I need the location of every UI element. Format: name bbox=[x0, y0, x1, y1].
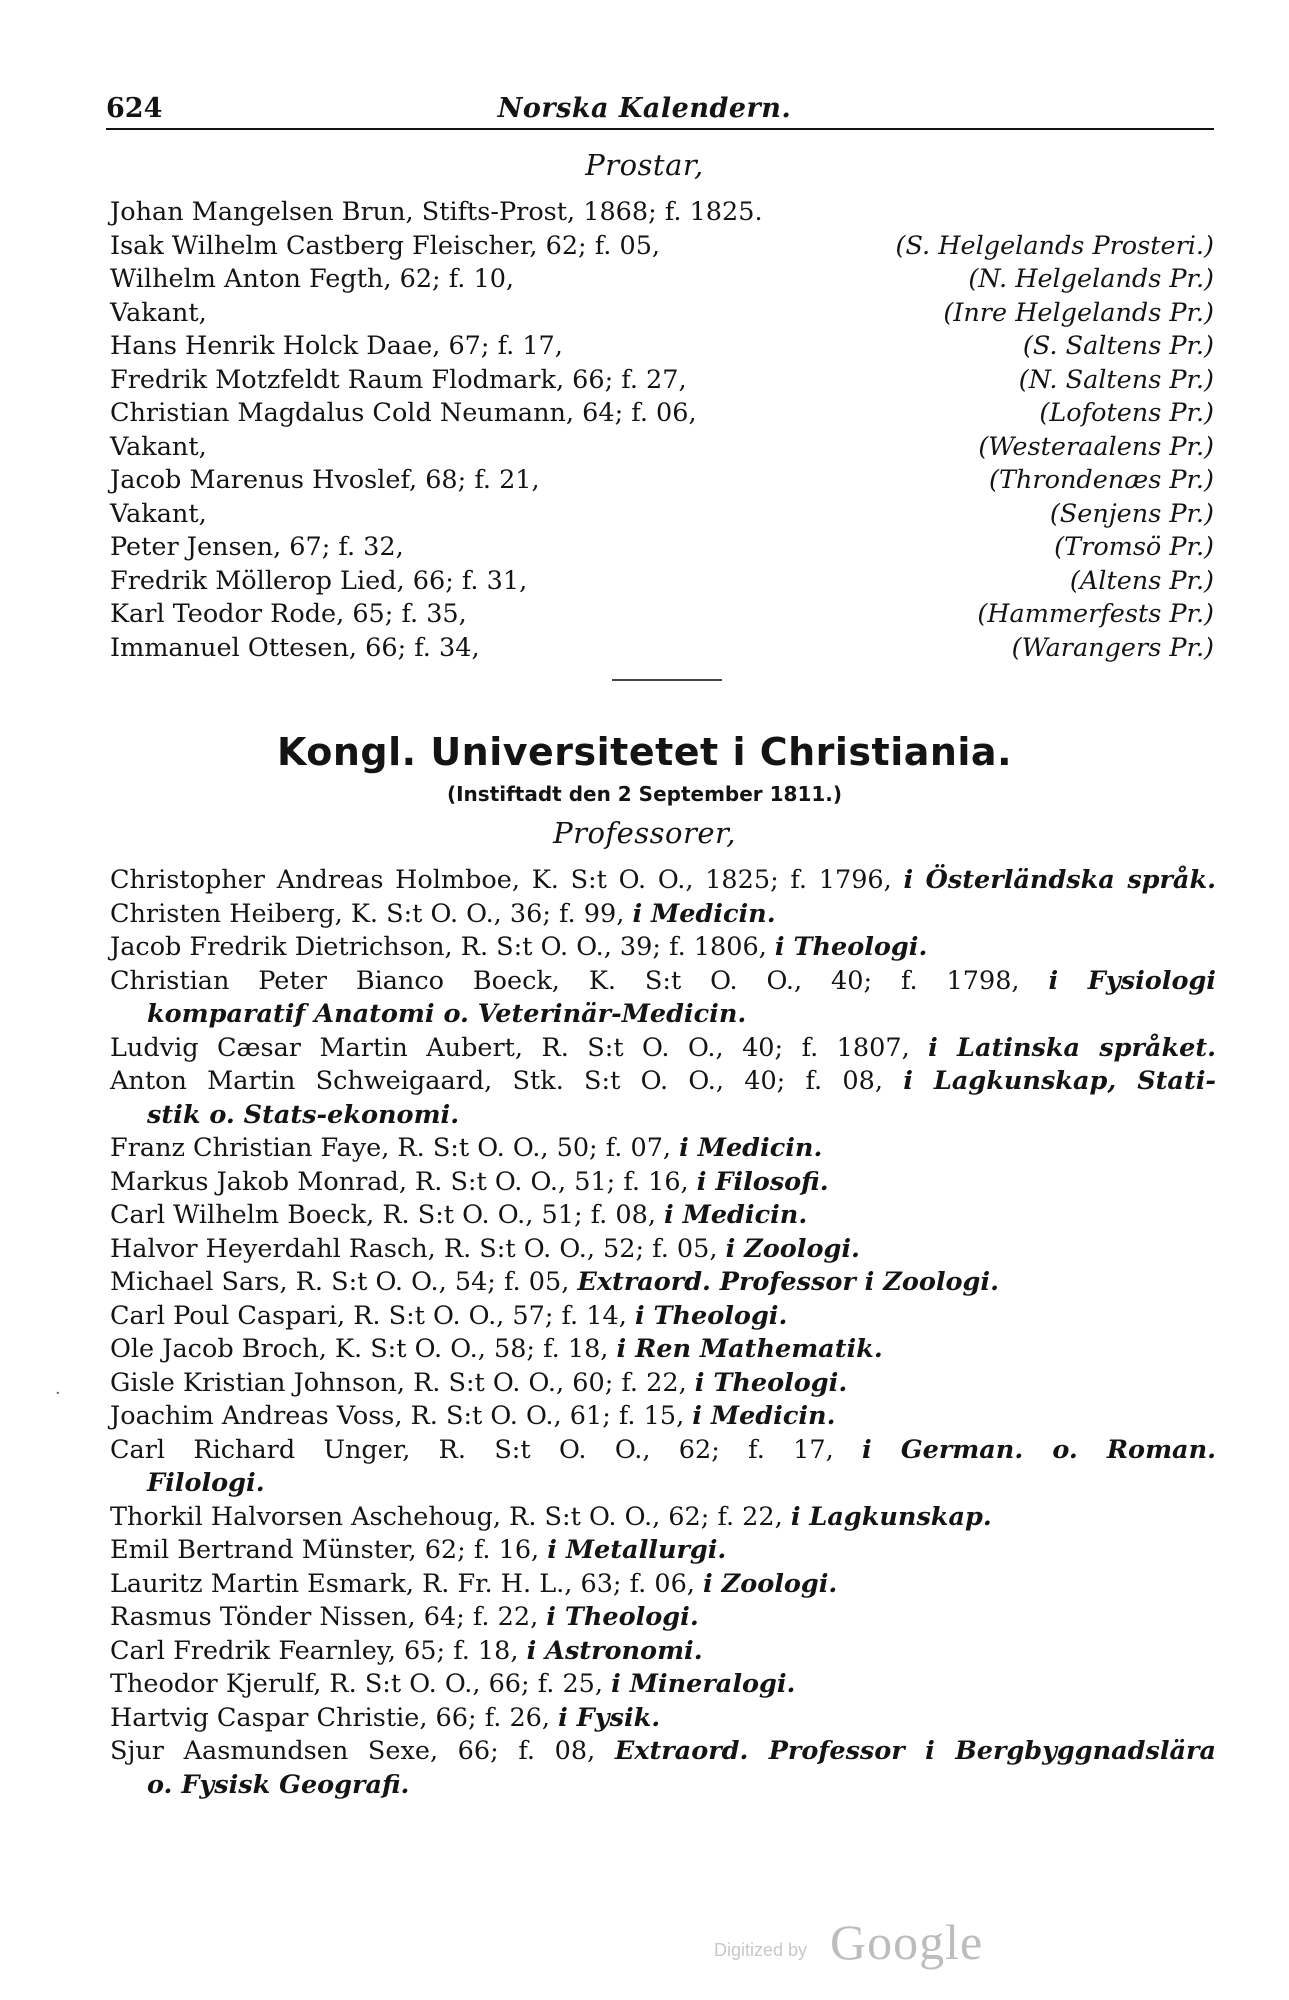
professor-entry bbox=[110, 1032, 1216, 1066]
prost-name: Isak Wilhelm Castberg Fleischer, 62; f. 05, bbox=[110, 230, 661, 261]
prost-row bbox=[110, 364, 1214, 398]
professor-entry-continuation bbox=[110, 1099, 1216, 1133]
prost-row bbox=[110, 230, 1214, 264]
prost-district: (S. Saltens Pr.) bbox=[1022, 331, 1214, 361]
prost-name: Vakant, bbox=[110, 297, 207, 328]
section-divider bbox=[612, 679, 722, 681]
prost-row bbox=[110, 498, 1214, 532]
professor-text: Emil Bertrand Münster, 62; f. 16, bbox=[110, 1535, 548, 1565]
prost-name: Jacob Marenus Hvoslef, 68; f. 21, bbox=[110, 465, 540, 495]
prost-name: Johan Mangelsen Brun, Stifts-Prost, 1868; f. 1825. bbox=[110, 197, 763, 227]
professor-subject: i Astronomi. bbox=[526, 1635, 703, 1666]
professor-text: Christen Heiberg, K. S:t O. O., 36; f. 99, bbox=[110, 898, 633, 929]
university-title: Kongl. Universitetet i Christiania. bbox=[276, 730, 1013, 774]
digitized-label: Digitized by bbox=[714, 1940, 808, 1960]
professor-text: Christopher Andreas Holmboe, K. S:t O. O., 1825; f. 1796, bbox=[110, 865, 904, 895]
professor-subject: i Zoologi. bbox=[725, 1233, 860, 1264]
prost-name: Karl Teodor Rode, 65; f. 35, bbox=[110, 599, 467, 629]
professor-entry bbox=[110, 864, 1216, 898]
professor-entry bbox=[110, 1702, 1216, 1736]
professor-text: Anton Martin Schweigaard, Stk. S:t O. O., 40; f. 08, bbox=[110, 1066, 904, 1096]
prost-district: (Altens Pr.) bbox=[1069, 565, 1214, 596]
professor-subject: i Lagkunskap. bbox=[790, 1501, 992, 1532]
prost-row bbox=[110, 464, 1214, 498]
professor-entry bbox=[110, 1568, 1216, 1602]
margin-mark: · bbox=[55, 1383, 61, 1404]
prost-row bbox=[110, 330, 1214, 364]
professor-subject: i Theologi. bbox=[546, 1602, 699, 1632]
prost-row bbox=[110, 632, 1214, 666]
prost-name: Peter Jensen, 67; f. 32, bbox=[110, 532, 404, 562]
prost-district: (S. Helgelands Prosteri.) bbox=[895, 230, 1214, 261]
professor-subject: i Filosofi. bbox=[696, 1166, 829, 1197]
professor-entry bbox=[110, 1400, 1216, 1434]
professor-text: Markus Jakob Monrad, R. S:t O. O., 51; f. 16, bbox=[110, 1166, 697, 1197]
professor-entry bbox=[110, 1166, 1216, 1200]
professor-subject: Extraord. Professor i Zoologi. bbox=[577, 1267, 999, 1297]
page-number: 624 bbox=[106, 93, 163, 124]
professor-entry bbox=[110, 1434, 1216, 1468]
professor-text: Hartvig Caspar Christie, 66; f. 26, bbox=[110, 1702, 559, 1733]
professor-text: Carl Fredrik Fearnley, 65; f. 18, bbox=[110, 1635, 527, 1666]
running-title: Norska Kalendern. bbox=[497, 93, 792, 124]
professor-text: Sjur Aasmundsen Sexe, 66; f. 08, bbox=[110, 1736, 615, 1766]
professor-entry bbox=[110, 1501, 1216, 1535]
header-rule bbox=[106, 128, 1214, 130]
professor-entry bbox=[110, 1735, 1216, 1769]
prost-district: (Tromsö Pr.) bbox=[1054, 532, 1214, 562]
professor-entry bbox=[110, 898, 1216, 932]
professor-text: Halvor Heyerdahl Rasch, R. S:t O. O., 52; f. 05, bbox=[110, 1233, 726, 1264]
professor-entry bbox=[110, 1601, 1216, 1635]
professor-subject: komparatif Anatomi o. Veterinär-Medicin. bbox=[147, 999, 747, 1029]
professor-subject: i Fysik. bbox=[558, 1702, 661, 1733]
professor-subject: i German. o. Roman. bbox=[862, 1434, 1216, 1465]
prost-row bbox=[110, 196, 1214, 230]
professor-subject: o. Fysisk Geografi. bbox=[147, 1769, 410, 1800]
professor-entry bbox=[110, 1635, 1216, 1669]
professor-text: Christian Peter Bianco Boeck, K. S:t O. O., 40; f. 1798, bbox=[110, 965, 1049, 996]
professor-subject: i Ren Mathematik. bbox=[616, 1334, 883, 1364]
prost-district: (Hammerfests Pr.) bbox=[977, 599, 1214, 629]
professor-entry bbox=[110, 1266, 1216, 1300]
professor-entry bbox=[110, 1300, 1216, 1334]
professor-subject: i Mineralogi. bbox=[611, 1669, 796, 1699]
professor-text: Ole Jacob Broch, K. S:t O. O., 58; f. 18, bbox=[110, 1334, 617, 1364]
prost-row bbox=[110, 263, 1214, 297]
prost-name: Fredrik Motzfeldt Raum Flodmark, 66; f. 27, bbox=[110, 364, 687, 395]
professor-subject: i Latinska språket. bbox=[928, 1032, 1216, 1063]
professorer-heading: Professorer, bbox=[553, 816, 736, 850]
professor-subject: i Metallurgi. bbox=[547, 1535, 727, 1565]
professor-entry bbox=[110, 1233, 1216, 1267]
professor-text: Ludvig Cæsar Martin Aubert, R. S:t O. O., 40; f. 1807, bbox=[110, 1032, 929, 1063]
professor-subject: i Fysiologi bbox=[1048, 965, 1216, 996]
prost-row bbox=[110, 297, 1214, 331]
university-subtitle: (Instiftadt den 2 September 1811.) bbox=[446, 782, 843, 806]
professor-subject: i Medicin. bbox=[632, 898, 776, 929]
prost-district: (Westeraalens Pr.) bbox=[978, 431, 1214, 462]
professor-entry bbox=[110, 931, 1216, 965]
prost-district: (N. Helgelands Pr.) bbox=[968, 264, 1214, 294]
professor-entry bbox=[110, 1132, 1216, 1166]
professor-text: Carl Richard Unger, R. S:t O. O., 62; f. 17, bbox=[110, 1434, 863, 1465]
professor-subject: Filologi. bbox=[147, 1468, 265, 1498]
professor-entry bbox=[110, 1367, 1216, 1401]
prost-name: Vakant, bbox=[110, 431, 207, 462]
prost-row bbox=[110, 431, 1214, 465]
professor-subject: i Lagkunskap, Stati- bbox=[903, 1066, 1216, 1096]
prost-row bbox=[110, 531, 1214, 565]
professor-text: Thorkil Halvorsen Aschehoug, R. S:t O. O., 62; f. 22, bbox=[110, 1501, 791, 1532]
professor-text: Theodor Kjerulf, R. S:t O. O., 66; f. 25, bbox=[110, 1669, 612, 1699]
professor-text: Michael Sars, R. S:t O. O., 54; f. 05, bbox=[110, 1267, 578, 1297]
prost-name: Christian Magdalus Cold Neumann, 64; f. 06, bbox=[110, 398, 697, 428]
prost-district: (Inre Helgelands Pr.) bbox=[943, 297, 1214, 328]
professor-entry bbox=[110, 1668, 1216, 1702]
professor-text: Carl Poul Caspari, R. S:t O. O., 57; f. 14, bbox=[110, 1300, 635, 1331]
prost-district: (Throndenæs Pr.) bbox=[989, 465, 1214, 495]
professor-text: Gisle Kristian Johnson, R. S:t O. O., 60; f. 22, bbox=[110, 1367, 695, 1398]
professor-entry bbox=[110, 1065, 1216, 1099]
professor-text: Lauritz Martin Esmark, R. Fr. H. L., 63; f. 06, bbox=[110, 1568, 704, 1599]
professor-subject: i Theologi. bbox=[634, 1300, 788, 1331]
professor-entry bbox=[110, 965, 1216, 999]
prost-row bbox=[110, 565, 1214, 599]
professor-subject: i Medicin. bbox=[664, 1200, 808, 1230]
professor-subject: i Theologi. bbox=[694, 1367, 848, 1398]
prost-district: (Warangers Pr.) bbox=[1011, 632, 1214, 663]
professor-text: Franz Christian Faye, R. S:t O. O., 50; f. 07, bbox=[110, 1133, 680, 1163]
professor-subject: stik o. Stats-ekonomi. bbox=[147, 1099, 460, 1130]
prost-row bbox=[110, 598, 1214, 632]
prost-name: Fredrik Möllerop Lied, 66; f. 31, bbox=[110, 565, 528, 596]
professor-subject: i Zoologi. bbox=[703, 1568, 838, 1599]
professor-text: Joachim Andreas Voss, R. S:t O. O., 61; f. 15, bbox=[110, 1401, 693, 1431]
professor-subject: i Medicin. bbox=[679, 1133, 823, 1163]
professor-text: Jacob Fredrik Dietrichson, R. S:t O. O., 39; f. 1806, bbox=[110, 932, 775, 962]
prost-name: Vakant, bbox=[110, 498, 207, 529]
prostar-list bbox=[110, 196, 1214, 665]
professor-subject: i Theologi. bbox=[774, 932, 928, 962]
professor-entry bbox=[110, 1534, 1216, 1568]
professor-subject: i Medicin. bbox=[692, 1401, 836, 1431]
prost-district: (Senjens Pr.) bbox=[1049, 498, 1214, 529]
prost-row bbox=[110, 397, 1214, 431]
professor-entry-continuation bbox=[110, 1769, 1216, 1803]
prost-district: (N. Saltens Pr.) bbox=[1018, 364, 1214, 395]
professor-entry-continuation bbox=[110, 998, 1216, 1032]
professor-entry-continuation bbox=[110, 1467, 1216, 1501]
professor-subject: i Österländska språk. bbox=[903, 865, 1217, 895]
prost-name: Hans Henrik Holck Daae, 67; f. 17, bbox=[110, 331, 563, 361]
professor-entry bbox=[110, 1199, 1216, 1233]
prost-name: Wilhelm Anton Fegth, 62; f. 10, bbox=[110, 264, 515, 294]
prost-name: Immanuel Ottesen, 66; f. 34, bbox=[110, 632, 480, 663]
professor-text: Carl Wilhelm Boeck, R. S:t O. O., 51; f. 08, bbox=[110, 1200, 665, 1230]
google-logo: Google bbox=[830, 1914, 984, 1970]
prostar-heading: Prostar, bbox=[585, 148, 704, 182]
professor-list bbox=[110, 864, 1216, 1802]
professor-text: Rasmus Tönder Nissen, 64; f. 22, bbox=[110, 1602, 547, 1632]
professor-entry bbox=[110, 1333, 1216, 1367]
prost-district: (Lofotens Pr.) bbox=[1039, 398, 1214, 428]
professor-subject: Extraord. Professor i Bergbyggnadslära bbox=[614, 1736, 1216, 1766]
